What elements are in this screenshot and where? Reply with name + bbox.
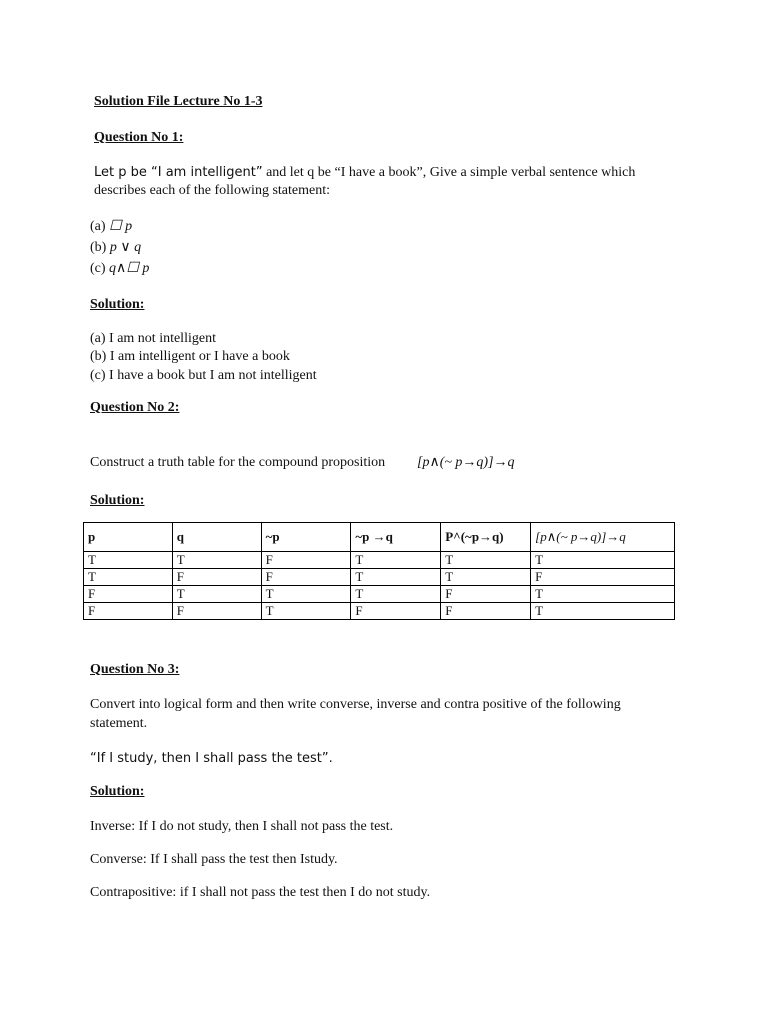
table-cell: F: [261, 552, 351, 569]
question-1-answer-c: (c) I have a book but I am not intelligent: [90, 368, 317, 383]
table-cell: F: [172, 603, 261, 620]
item-label: (b): [90, 240, 110, 255]
table-cell: T: [531, 586, 675, 603]
question-1-answer-b: (b) I am intelligent or I have a book: [90, 349, 290, 364]
question-1-prompt-part-b: and let q be “I have a book”, Give a simple verbal sentence which: [262, 165, 636, 180]
question-3-prompt-line-2: statement.: [90, 716, 148, 731]
table-cell: T: [261, 603, 351, 620]
question-1-prompt-part-a: Let p be “I am intelligent”: [94, 165, 263, 180]
document-title: Solution File Lecture No 1-3: [94, 94, 263, 109]
table-cell: T: [172, 586, 261, 603]
question-1-heading: Question No 1:: [94, 130, 184, 145]
question-3-heading: Question No 3:: [90, 662, 180, 677]
table-row: [84, 586, 675, 603]
item-label: (a): [90, 219, 110, 234]
converse-statement: Converse: If I shall pass the test then Istudy.: [90, 852, 338, 867]
contrapositive-statement: Contrapositive: if I shall not pass the test then I do not study.: [90, 885, 431, 900]
table-cell: T: [351, 569, 441, 586]
table-cell: T: [441, 552, 531, 569]
question-3-solution-heading: Solution:: [90, 784, 145, 799]
question-2-formula: [p∧(~ p→q)]→q: [417, 455, 515, 470]
item-expression: ☐ p: [109, 219, 133, 234]
question-3-prompt-line-1: Convert into logical form and then write converse, inverse and contra positive of the following: [90, 697, 621, 712]
question-2-prompt: Construct a truth table for the compound proposition: [90, 455, 386, 470]
question-1-solution-heading: Solution:: [90, 297, 145, 312]
question-2-solution-heading: Solution:: [90, 493, 145, 508]
table-cell: T: [531, 603, 675, 620]
question-1-answer-a: (a) I am not intelligent: [90, 331, 216, 346]
table-cell: T: [441, 569, 531, 586]
column-header-q: q: [172, 523, 261, 552]
table-cell: T: [84, 552, 173, 569]
table-row: [84, 603, 675, 620]
table-cell: T: [531, 552, 675, 569]
question-1-item-a: [90, 218, 132, 236]
table-cell: T: [172, 552, 261, 569]
inverse-statement: Inverse: If I do not study, then I shall not pass the test.: [90, 819, 394, 834]
item-expression: p ∨ q: [109, 240, 142, 255]
table-cell: F: [172, 569, 261, 586]
column-header-p: p: [84, 523, 173, 552]
question-1-prompt-line-2: describes each of the following statement:: [94, 183, 330, 198]
table-cell: T: [261, 586, 351, 603]
question-1-item-b: [90, 239, 141, 257]
table-row: [84, 569, 675, 586]
column-header-compound-proposition: [p∧(~ p→q)]→q: [531, 523, 675, 552]
column-header-p-and-expression: P^(~p→q): [441, 523, 531, 552]
table-cell: F: [351, 603, 441, 620]
table-cell: F: [441, 603, 531, 620]
table-cell: T: [84, 569, 173, 586]
item-expression: q∧☐ p: [109, 261, 150, 276]
question-2-heading: Question No 2:: [90, 400, 180, 415]
table-row: [84, 552, 675, 569]
table-cell: F: [531, 569, 675, 586]
truth-table: [83, 522, 675, 620]
column-header-not-p: ~p: [261, 523, 351, 552]
question-1-item-c: [90, 260, 149, 278]
item-label: (c): [90, 261, 110, 276]
question-1-prompt-line-1: [94, 164, 635, 182]
table-cell: T: [351, 552, 441, 569]
table-cell: F: [441, 586, 531, 603]
question-3-quote: “If I study, then I shall pass the test”.: [90, 751, 333, 766]
table-cell: F: [261, 569, 351, 586]
column-header-not-p-implies-q: ~p →q: [351, 523, 441, 552]
table-cell: F: [84, 586, 173, 603]
table-cell: F: [84, 603, 173, 620]
table-cell: T: [351, 586, 441, 603]
truth-table-header-row: [84, 523, 675, 552]
